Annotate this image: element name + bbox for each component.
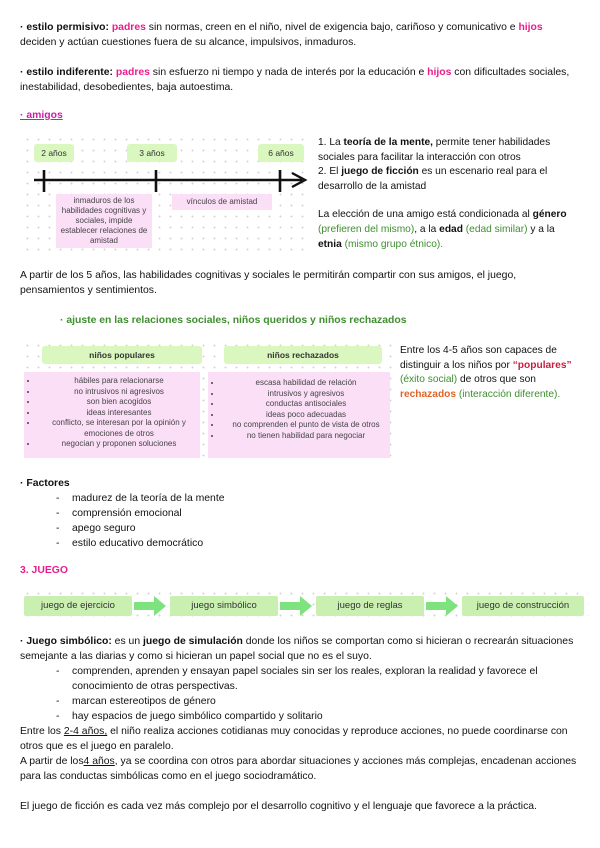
- list-item-populares: • hábiles para relacionarse: [38, 376, 200, 387]
- flow-juego-reglas: juego de reglas: [316, 596, 424, 616]
- populares-rechazados-diagram: [22, 340, 394, 462]
- text: sin esfuerzo ni tiempo y nada de interés por la educación e: [149, 67, 428, 78]
- list-item-populares: • ideas interesantes: [38, 408, 200, 419]
- timeline-arrow-icon: [22, 162, 312, 192]
- list-item-factor: - comprensión emocional: [20, 506, 580, 521]
- list-item-rechazados: • escasa habilidad de relación: [222, 378, 390, 389]
- age-box-3: 3 años: [127, 144, 177, 162]
- list-item-populares: • conflicto, se interesan por la opinión y emociones de otros: [38, 418, 200, 439]
- list-item-rechazados: • intrusivos y agresivos: [222, 389, 390, 400]
- section-juego-simbolico: [20, 634, 582, 814]
- label-indiferente: · estilo indiferente:: [20, 67, 113, 78]
- box-inmaduros: inmaduros de los habilidades cognitivas y sociales, impide establecer relaciones de amistad: [56, 194, 152, 248]
- paragraph-juego-simbolico: · Juego simbólico: es un juego de simulación donde los niños se comportan como si hicieran o recrearán situaciones semejante a las diarias y como si hicieran un papel social que no es el suyo.: [20, 636, 574, 662]
- word-hijos: hijos: [427, 67, 452, 78]
- heading-juego: 3. JUEGO: [20, 565, 68, 576]
- list-juego-simbolico: [20, 664, 582, 724]
- list-factores: [20, 491, 580, 551]
- point-eleccion: La elección de una amigo está condicionada al género (prefieren del mismo), a la edad (edad similar) y a la etnia (mismo grupo étnico).: [318, 209, 567, 250]
- word-padres: padres: [111, 22, 146, 33]
- text: sin normas, creen en el niño, nivel de exigencia bajo, cariñoso y comunicativo e: [145, 22, 519, 33]
- section-factores: [20, 476, 580, 551]
- list-item-factor: - madurez de la teoría de la mente: [20, 491, 580, 506]
- list-item-populares: • negocian y proponen soluciones: [38, 439, 200, 450]
- paragraph-5-anos: A partir de los 5 años, las habilidades cognitivas y sociales le permitirán compartir con sus amigos, el juego, pensamientos y sentimientos.: [20, 270, 517, 296]
- paragraph-4-anos: A partir de los4 años, ya se coordina con otros para abordar situaciones y acciones más complejas, encadenan acciones para las conductas simbólicas como en el juego sociodramático.: [20, 756, 577, 782]
- list-item-populares: • no intrusivos ni agresivos: [38, 387, 200, 398]
- list-item-populares: • son bien acogidos: [38, 397, 200, 408]
- list-item-factor: - estilo educativo democrático: [20, 536, 580, 551]
- flow-juego-ejercicio: juego de ejercicio: [24, 596, 132, 616]
- heading-factores: · Factores: [20, 478, 70, 489]
- list-item-juego: - marcan estereotipos de género: [20, 694, 582, 709]
- paragraph-indiferente: [20, 65, 580, 95]
- title-populares: niños populares: [42, 346, 202, 364]
- age-box-6: 6 años: [258, 144, 304, 162]
- arrow-right-icon: [426, 596, 460, 616]
- paragraph-juego-ficcion: El juego de ficción es cada vez más complejo por el desarrollo cognitivo y el lenguaje que favorece a la práctica.: [20, 801, 537, 812]
- list-populares: [24, 372, 200, 458]
- ajuste-side-text: Entre los 4-5 años son capaces de distinguir a los niños por “populares” (éxito social) de otros que son rechazados (interacción diferente).: [400, 345, 572, 400]
- heading-amigos: · amigos: [20, 110, 63, 121]
- list-item-rechazados: • no tienen habilidad para negociar: [222, 431, 390, 442]
- paragraph-2-4-anos: Entre los 2-4 años, el niño realiza acciones cotidianas muy conocidas y reproduce acciones, no puede coordinarse con otros que es el juego en paralelo.: [20, 726, 568, 752]
- label-permisivo: · estilo permisivo:: [20, 22, 109, 33]
- list-item-juego: - comprenden, aprenden y ensayan papel sociales sin ser los reales, exploran la realidad y favorece el conocimiento de otras perspectivas.: [20, 664, 582, 694]
- point-teoria: 1. La teoría de la mente, permite tener habilidades sociales para facilitar la interacción con otros: [318, 137, 551, 163]
- paragraph-permisivo: [20, 20, 580, 50]
- word-padres: padres: [115, 67, 150, 78]
- list-item-juego: - hay espacios de juego simbólico compartido y solitario: [20, 709, 582, 724]
- list-rechazados: [208, 372, 390, 458]
- arrow-right-icon: [134, 596, 168, 616]
- point-juego: 2. El juego de ficción es un escenario real para el desarrollo de la amistad: [318, 166, 548, 192]
- heading-ajuste: · ajuste en las relaciones sociales, niños queridos y niños rechazados: [60, 315, 407, 326]
- list-item-rechazados: • conductas antisociales: [222, 399, 390, 410]
- text: deciden y actúan cuestiones fuera de su alcance, impulsivos, inmaduros.: [20, 37, 357, 48]
- list-item-rechazados: • no comprenden el punto de vista de otros: [222, 420, 390, 431]
- title-rechazados: niños rechazados: [224, 346, 382, 364]
- amigos-side-text: [318, 136, 580, 252]
- word-hijos: hijos: [518, 22, 543, 33]
- list-item-rechazados: • ideas poco adecuadas: [222, 410, 390, 421]
- juego-flow-diagram: [22, 588, 588, 624]
- text: con dificultades sociales, inestabilidad, desobedientes, baja autoestima.: [20, 67, 570, 93]
- box-vinculos: vínculos de amistad: [172, 194, 272, 210]
- list-item-factor: - apego seguro: [20, 521, 580, 536]
- timeline-diagram: [22, 134, 312, 252]
- age-box-2: 2 años: [34, 144, 74, 162]
- flow-juego-simbolico: juego simbólico: [170, 596, 278, 616]
- flow-juego-construccion: juego de construcción: [462, 596, 584, 616]
- arrow-right-icon: [280, 596, 314, 616]
